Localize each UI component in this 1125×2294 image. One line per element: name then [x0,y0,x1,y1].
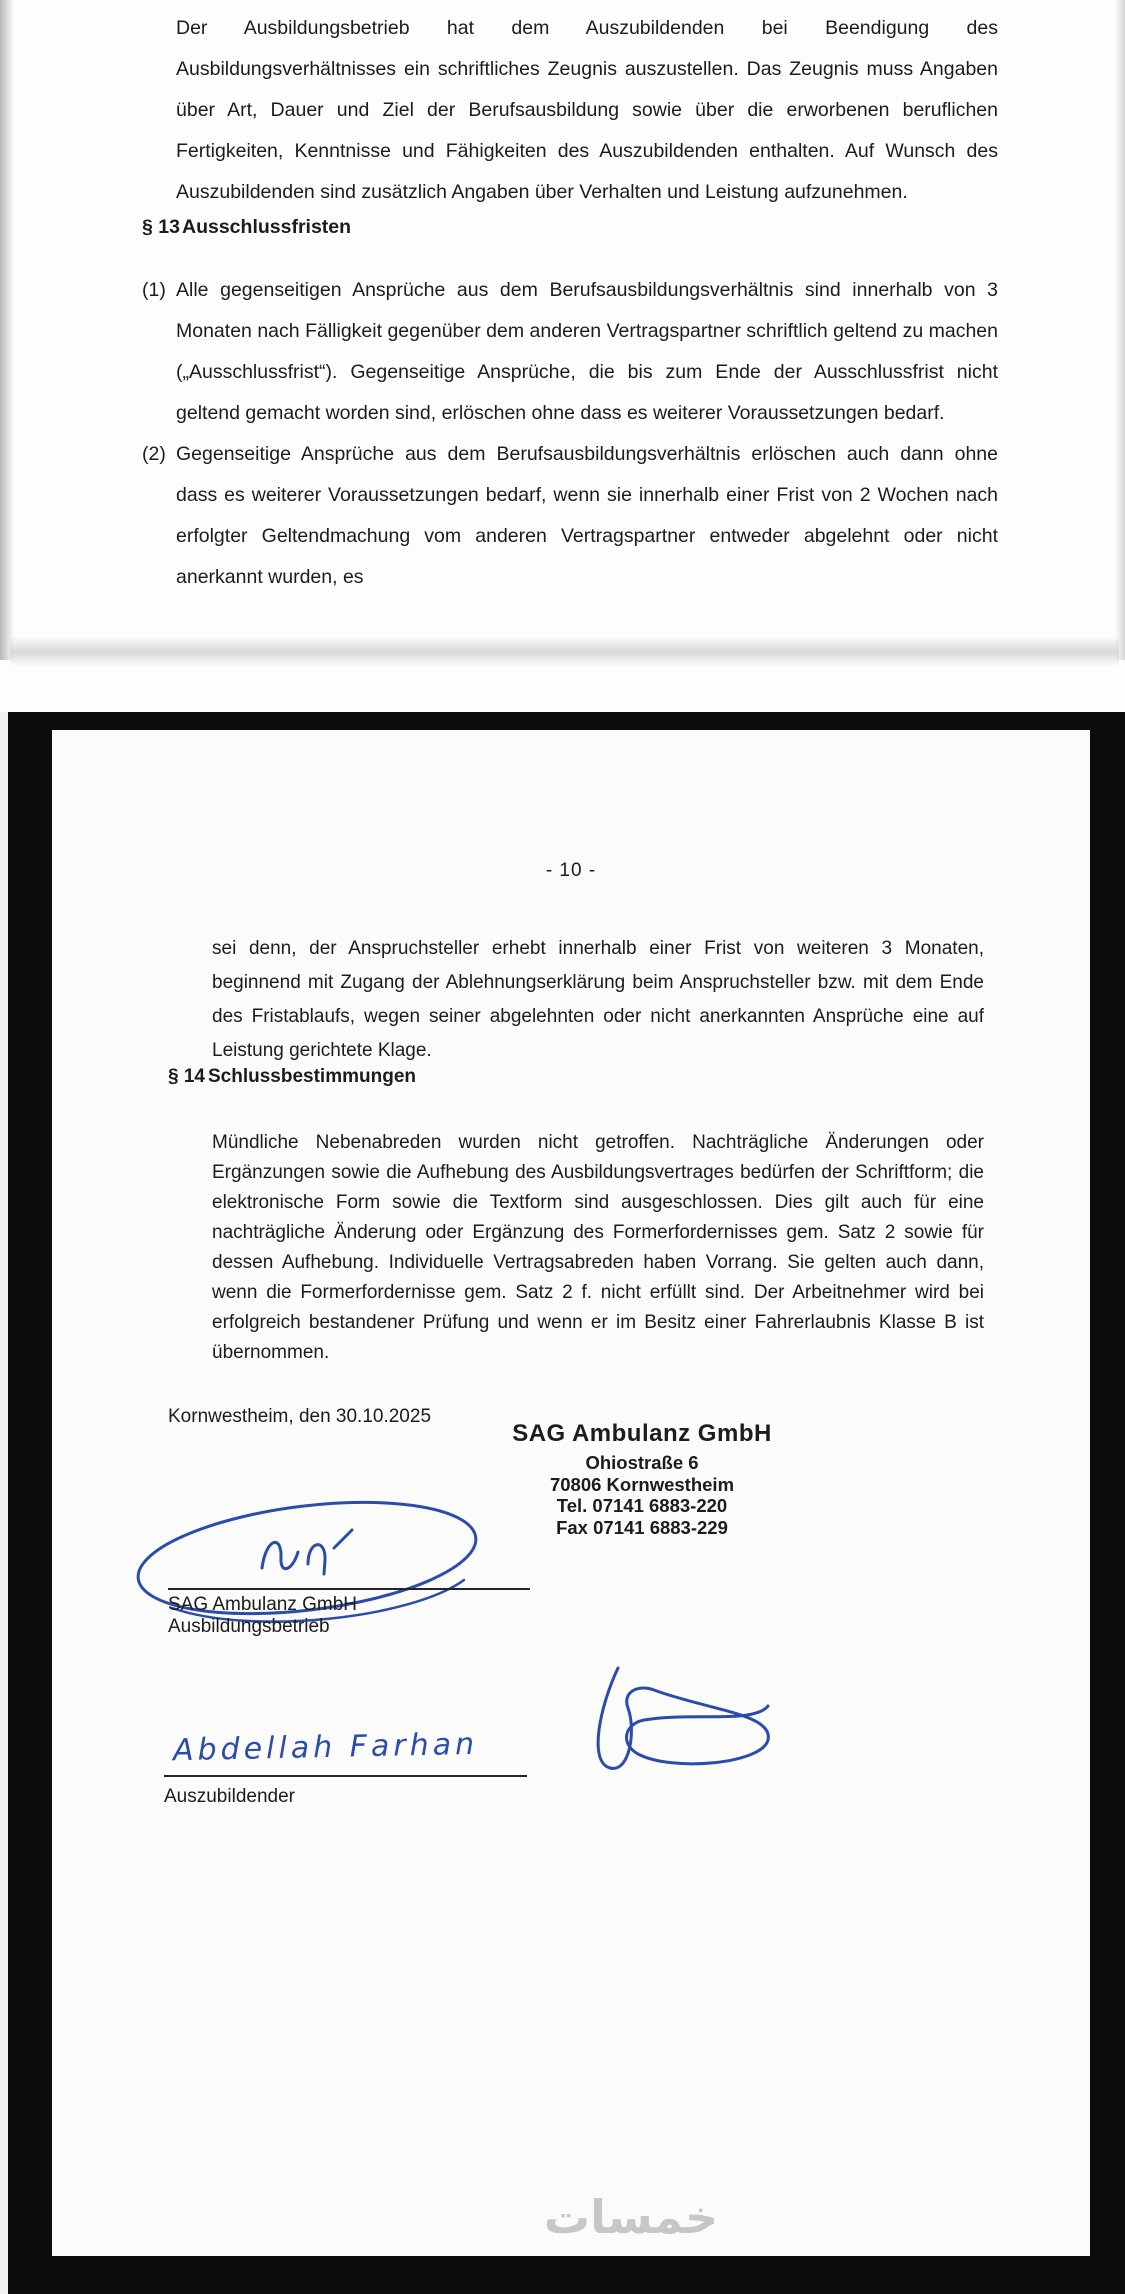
scan-margin-left [0,712,8,2294]
section-13-heading [142,216,351,239]
employer-label-role: Ausbildungsbetrieb [168,1616,330,1637]
date-line: Kornwestheim, den 30.10.2025 [168,1406,432,1427]
stamp-company-name: SAG Ambulanz GmbH [512,1420,772,1447]
clause-13-1-number: (1) [142,279,166,301]
trainee-handwritten-name: Abdellah Farhan [172,1726,479,1769]
stamp-fax: Fax 07141 6883-229 [556,1516,728,1538]
certificate-paragraph: Der Ausbildungsbetrieb hat dem Auszubildenden bei Beendigung des Ausbildungsverhältnisses ein schriftliches Zeugnis auszustellen. Das Zeugnis muss Angaben über Art, Dauer und Ziel der Berufsausbildung sowie über die erworbenen beruflichen Fertigkeiten, Kenntnisse und Fähigkeiten des Auszubildenden enthalten. Auf Wunsch des Auszubildenden sind zusätzlich Angaben über Verhalten und Leistung aufzunehmen. [176,17,998,203]
section-14-heading [168,1066,416,1088]
section-14-number: § 14 [168,1066,205,1087]
page-edge-shadow [10,636,1119,666]
section-13-title: Ausschlussfristen [182,216,352,238]
scan-edge-right [1115,0,1125,660]
trainee-signature [522,1658,782,1788]
clause-13-2-number: (2) [142,443,166,465]
clause-13-2 [142,434,998,598]
employer-label-company: SAG Ambulanz GmbH [168,1594,358,1615]
section-14-paragraph: Mündliche Nebenabreden wurden nicht getroffen. Nachträgliche Änderungen oder Ergänzungen sowie die Aufhebung des Ausbildungsvertrages bedürfen der Schriftform; die elektronische Form sowie die Textform sind ausgeschlossen. Dies gilt auch für eine nachträgliche Änderung oder Ergänzung des Formerfordernisses gem. Satz 2 sowie für dessen Aufhebung. Individuelle Vertragsabreden haben Vorrang. Sie gelten auch dann, wenn die Formerfordernisse gem. Satz 2 f. nicht erfüllt sind. Der Arbeitnehmer wird bei erfolgreich bestandener Prüfung und wenn er im Besitz einer Fahrerlaubnis Klasse B ist übernommen. [212,1132,984,1363]
continuation-paragraph: sei denn, der Anspruchsteller erhebt innerhalb einer Frist von weiteren 3 Monaten, beginnend mit Zugang der Ablehnungserklärung beim Anspruchsteller bzw. mit dem Ende des Fristablaufs, wegen seiner abgelehnten oder nicht anerkannten Ansprüche eine auf Leistung gerichtete Klage. [212,938,984,1061]
page-number: - 10 - [545,860,597,881]
trainee-label: Auszubildender [164,1786,295,1807]
page-2-scan-frame [0,712,1125,2294]
clause-13-1-text: Alle gegenseitigen Ansprüche aus dem Berufsausbildungsverhältnis sind innerhalb von 3 Monaten nach Fälligkeit gegenüber dem anderen Vertragspartner schriftlich geltend zu machen („Ausschlussfrist“). Gegenseitige Ansprüche, die bis zum Ende der Ausschlussfrist nicht geltend gemacht worden sind, erlöschen ohne dass es weiterer Voraussetzungen bedarf. [176,279,998,424]
section-13-number: § 13 [142,216,180,238]
clause-13-1 [142,270,998,434]
khamsat-watermark: خمسات [543,2190,719,2244]
employer-label [168,1594,357,1638]
page-2 [52,730,1090,2256]
stamp-street: Ohiostraße 6 [585,1452,699,1473]
page-1-fragment [0,0,1125,712]
trainee-signature-line [164,1775,527,1777]
stamp-phone: Tel. 07141 6883-220 [556,1495,728,1516]
employer-signature-line [168,1588,530,1590]
stamp-city: 70806 Kornwestheim [549,1473,735,1495]
scan-edge-left [0,0,14,660]
clause-13-2-text: Gegenseitige Ansprüche aus dem Berufsausbildungsverhältnis erlöschen auch dann ohne dass es weiterer Voraussetzungen bedarf, wenn sie innerhalb einer Frist von 2 Wochen nach erfolgter Geltendmachung vom anderen Vertragspartner entweder abgelehnt oder nicht anerkannt wurden, es [176,443,998,588]
section-14-title: Schlussbestimmungen [208,1066,416,1087]
